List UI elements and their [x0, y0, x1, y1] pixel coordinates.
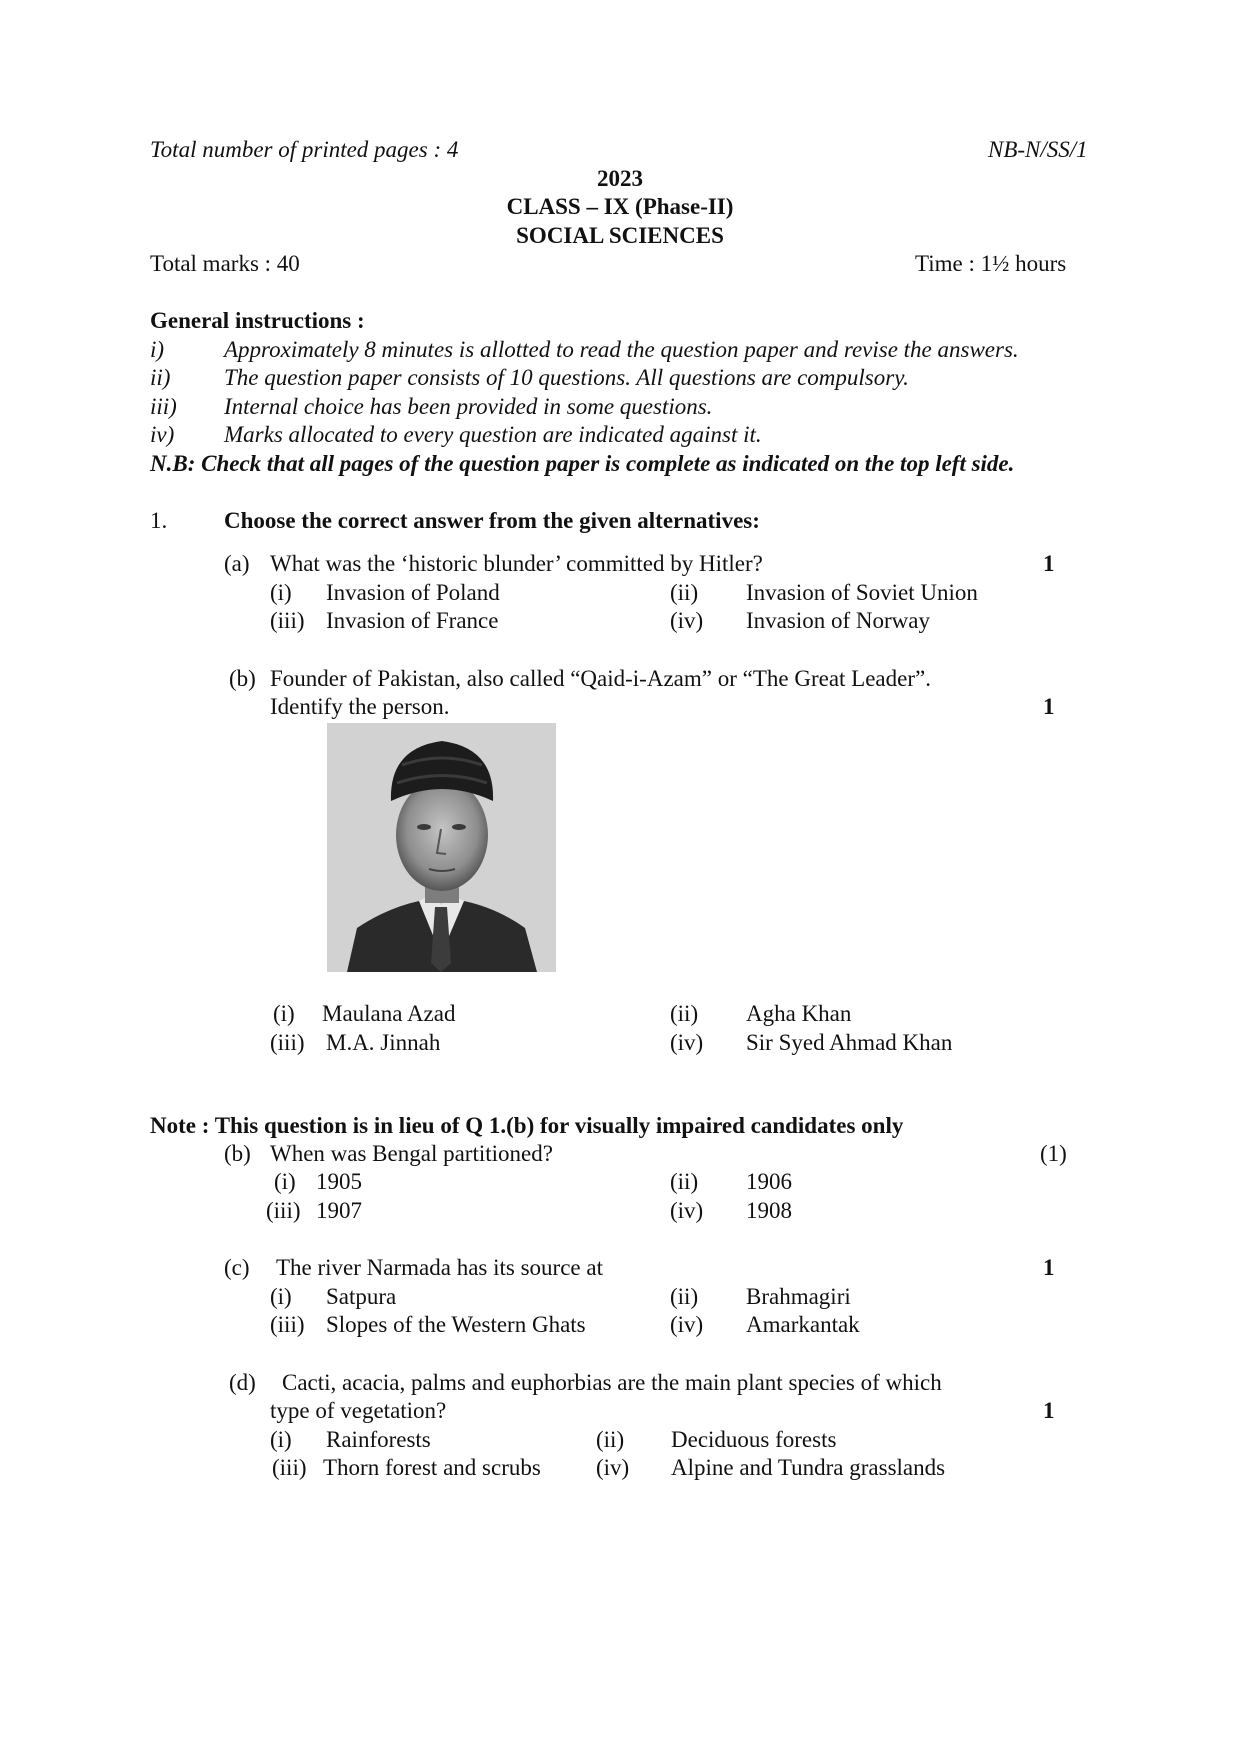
- instructions-heading: General instructions :: [150, 308, 365, 333]
- question-number: 1.: [150, 508, 168, 533]
- marks: 1: [1043, 1398, 1055, 1423]
- option-num: (ii): [670, 580, 699, 605]
- option-num: (iii): [270, 1312, 305, 1337]
- option-text: 1905: [316, 1169, 362, 1194]
- option-text: Invasion of France: [326, 608, 499, 633]
- option-num: (ii): [596, 1427, 625, 1452]
- instruction-num: iv): [150, 422, 175, 447]
- instruction-num: iii): [150, 394, 177, 419]
- subject-title: SOCIAL SCIENCES: [516, 223, 724, 248]
- option-text: Deciduous forests: [671, 1427, 837, 1452]
- subquestion-text: The river Narmada has its source at: [276, 1255, 603, 1280]
- option-text: Agha Khan: [746, 1001, 852, 1026]
- subquestion-text-cont: Identify the person.: [270, 694, 450, 719]
- portrait-photo: [327, 723, 556, 972]
- option-text: 1907: [316, 1198, 362, 1223]
- option-num: (iii): [270, 1030, 305, 1055]
- option-num: (ii): [670, 1284, 699, 1309]
- instruction-text: Approximately 8 minutes is allotted to read the question paper and revise the answers.: [224, 337, 1019, 362]
- nb-note: N.B: Check that all pages of the question paper is complete as indicated on the top left side.: [150, 451, 1015, 476]
- option-num: (i): [270, 1284, 292, 1309]
- option-text: Sir Syed Ahmad Khan: [746, 1030, 953, 1055]
- subquestion-text: What was the ‘historic blunder’ committed by Hitler?: [270, 551, 763, 576]
- instruction-text: Marks allocated to every question are indicated against it.: [224, 422, 762, 447]
- option-num: (ii): [670, 1001, 699, 1026]
- time-allowed: Time : 1½ hours: [915, 251, 1067, 276]
- option-text: 1908: [746, 1198, 792, 1223]
- option-num: (iv): [670, 1312, 704, 1337]
- option-text: Maulana Azad: [322, 1001, 456, 1026]
- instruction-num: i): [150, 337, 165, 362]
- instruction-text: Internal choice has been provided in some questions.: [224, 394, 713, 419]
- marks: 1: [1043, 551, 1055, 576]
- subquestion-text: When was Bengal partitioned?: [270, 1141, 553, 1166]
- option-num: (i): [274, 1169, 296, 1194]
- marks: (1): [1040, 1141, 1067, 1166]
- marks: 1: [1043, 694, 1055, 719]
- exam-year: 2023: [597, 166, 643, 191]
- printed-pages-note: Total number of printed pages : 4: [150, 137, 459, 162]
- option-text: Invasion of Poland: [326, 580, 500, 605]
- question-title: Choose the correct answer from the given alternatives:: [224, 508, 760, 533]
- total-marks: Total marks : 40: [150, 251, 300, 276]
- subquestion-label: (b): [224, 1141, 251, 1166]
- option-text: Satpura: [326, 1284, 397, 1309]
- option-num: (ii): [670, 1169, 699, 1194]
- option-text: Invasion of Norway: [746, 608, 930, 633]
- subquestion-label: (b): [229, 666, 256, 691]
- subquestion-label: (c): [224, 1255, 250, 1280]
- option-text: Amarkantak: [746, 1312, 860, 1337]
- subquestion-text-cont: type of vegetation?: [270, 1398, 447, 1423]
- option-num: (iii): [266, 1198, 301, 1223]
- option-text: Brahmagiri: [746, 1284, 851, 1309]
- option-text: 1906: [746, 1169, 792, 1194]
- option-text: Slopes of the Western Ghats: [326, 1312, 586, 1337]
- instruction-text: The question paper consists of 10 questions. All questions are compulsory.: [224, 365, 909, 390]
- option-num: (iv): [670, 1198, 704, 1223]
- option-num: (iv): [596, 1455, 630, 1480]
- paper-code: NB-N/SS/1: [988, 137, 1088, 162]
- subquestion-label: (d): [229, 1370, 256, 1395]
- option-text: Rainforests: [326, 1427, 431, 1452]
- option-text: Alpine and Tundra grasslands: [671, 1455, 946, 1480]
- subquestion-text: Founder of Pakistan, also called “Qaid-i-Azam” or “The Great Leader”.: [270, 666, 931, 691]
- class-line: CLASS – IX (Phase-II): [506, 194, 734, 219]
- option-num: (iv): [670, 1030, 704, 1055]
- option-text: Thorn forest and scrubs: [323, 1455, 541, 1480]
- option-num: (iii): [272, 1455, 307, 1480]
- option-text: M.A. Jinnah: [326, 1030, 441, 1055]
- option-num: (i): [270, 580, 292, 605]
- instruction-num: ii): [150, 365, 171, 390]
- marks: 1: [1043, 1255, 1055, 1280]
- option-text: Invasion of Soviet Union: [746, 580, 978, 605]
- subquestion-label: (a): [224, 551, 250, 576]
- option-num: (i): [270, 1427, 292, 1452]
- option-num: (i): [273, 1001, 295, 1026]
- option-num: (iv): [670, 608, 704, 633]
- subquestion-text: Cacti, acacia, palms and euphorbias are the main plant species of which: [282, 1370, 942, 1395]
- visually-impaired-note: Note : This question is in lieu of Q 1.(b) for visually impaired candidates only: [150, 1113, 904, 1138]
- option-num: (iii): [270, 608, 305, 633]
